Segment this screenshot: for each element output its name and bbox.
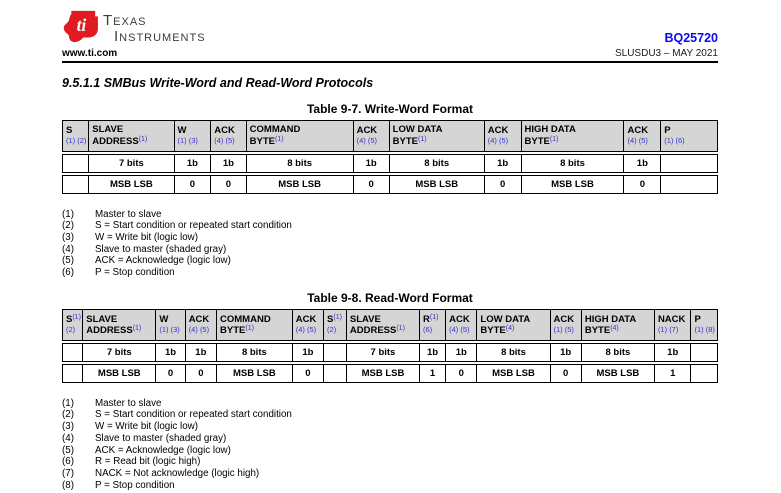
- data-cell: 1b: [155, 343, 184, 362]
- data-cell: 0: [174, 175, 211, 194]
- footnote-ref[interactable]: (1): [396, 324, 405, 332]
- footnote-text: S = Start condition or repeated start condition: [95, 409, 292, 421]
- header-divider: [62, 61, 718, 63]
- footnote-number: (2): [62, 409, 74, 421]
- col-label-text: P: [664, 124, 671, 136]
- data-cell: MSB LSB: [346, 364, 419, 383]
- ti-logo-wordmark: [103, 13, 206, 45]
- col-label-text: ACK: [295, 314, 317, 326]
- header-row: [62, 120, 718, 152]
- col-label-line1: [664, 125, 715, 136]
- footnote-text: P = Stop condition: [95, 267, 175, 279]
- data-cell: [690, 343, 718, 362]
- col-header-s: [323, 309, 346, 341]
- data-cell: [690, 364, 718, 383]
- col-label-line1: [658, 314, 689, 325]
- footnote-text: ACK = Acknowledge (logic low): [95, 255, 231, 267]
- footnote: [62, 209, 718, 221]
- data-cell: MSB LSB: [581, 364, 654, 383]
- footnote-text: R = Read bit (logic high): [95, 456, 201, 468]
- col-label-text: HIGH DATA: [584, 313, 637, 325]
- data-cell: 1b: [210, 154, 245, 173]
- col-label-line1: [525, 124, 622, 135]
- footnote-ref[interactable]: (4): [610, 324, 619, 332]
- data-cell: 0: [445, 364, 476, 383]
- data-cell: MSB LSB: [216, 364, 292, 383]
- table-9-8-title: Table 9-8. Read-Word Format: [307, 290, 473, 305]
- col-label-text: ADDRESS: [92, 135, 139, 147]
- data-cell: [62, 364, 82, 383]
- col-label-text: LOW DATA: [392, 124, 443, 136]
- footnote-number: (4): [62, 243, 74, 255]
- col-label-text: P: [694, 314, 701, 326]
- footnote-refs[interactable]: (1) (2): [66, 136, 87, 146]
- col-label-text: BYTE: [524, 135, 550, 147]
- col-label-text: R: [422, 314, 430, 326]
- col-label-line1: [327, 314, 344, 325]
- data-cell: MSB LSB: [88, 175, 173, 194]
- data-cell: 1: [654, 364, 691, 383]
- col-header-ack: [550, 309, 581, 341]
- data-cell: [62, 175, 88, 194]
- data-cell: 0: [484, 175, 521, 194]
- table-9-8: [62, 307, 718, 385]
- data-cell: [660, 175, 718, 194]
- data-cell: 0: [210, 175, 245, 194]
- col-label-line1: [554, 314, 579, 325]
- data-row: [62, 175, 718, 194]
- data-cell: 7 bits: [82, 343, 155, 362]
- col-label-line1: [92, 124, 171, 135]
- col-label-text: BYTE: [584, 324, 611, 336]
- data-cell: [62, 343, 82, 362]
- data-cell: [660, 154, 718, 173]
- col-label-text: SLAVE: [349, 313, 381, 325]
- col-label-text: NACK: [657, 314, 686, 326]
- col-label-line2: [393, 136, 482, 147]
- col-label-line2: [585, 325, 652, 336]
- col-label-line1: [488, 125, 519, 136]
- footnote-ref[interactable]: (1): [132, 324, 142, 332]
- data-cell: 0: [155, 364, 184, 383]
- data-cell: MSB LSB: [476, 364, 549, 383]
- col-label-line1: [220, 314, 290, 325]
- footnote: [62, 468, 718, 480]
- doc-code: SLUSDU3 – MAY 2021: [614, 47, 718, 59]
- table-9-8-footnotes: [62, 398, 718, 492]
- col-label-line1: [214, 125, 243, 136]
- col-label-line1: [480, 314, 547, 325]
- data-cell: 1b: [654, 343, 691, 362]
- col-label-line1: [66, 314, 80, 325]
- footnote-refs[interactable]: (1) (7): [657, 325, 679, 335]
- footnote-number: (8): [62, 479, 74, 491]
- table-9-7-footnotes: [62, 209, 718, 279]
- data-cell: 0: [623, 175, 660, 194]
- svg-text:ti: ti: [76, 15, 87, 36]
- data-cell: 0: [353, 175, 389, 194]
- ti-logo: [62, 10, 206, 45]
- footnote-ref[interactable]: (1): [418, 135, 427, 143]
- footnote: [62, 267, 718, 279]
- col-label-text: W: [159, 314, 169, 326]
- footnote-refs[interactable]: (4) (5): [295, 325, 317, 335]
- table-9-7-title: Table 9-7. Write-Word Format: [306, 101, 474, 116]
- col-header-command-byte: [246, 120, 353, 152]
- col-header-command-byte: [216, 309, 292, 341]
- col-label-text: ACK: [487, 124, 509, 136]
- col-label-text: ADDRESS: [86, 324, 133, 336]
- col-label-line1: [694, 314, 715, 325]
- col-header-nack: [654, 309, 691, 341]
- col-header-ack: [353, 120, 389, 152]
- col-label-text: BYTE: [392, 135, 418, 147]
- footnote-refs[interactable]: (4) (5): [214, 136, 235, 146]
- footnote-ref[interactable]: (1): [275, 135, 284, 143]
- col-label-text: S: [66, 124, 73, 136]
- ti-logo-icon: [62, 10, 99, 43]
- col-header-s: [62, 120, 88, 152]
- data-cell: MSB LSB: [521, 175, 624, 194]
- col-label-text: HIGH DATA: [524, 124, 576, 136]
- data-cell: [323, 343, 346, 362]
- data-cell: MSB LSB: [389, 175, 484, 194]
- col-label-line1: [66, 125, 86, 136]
- data-cell: 1b: [623, 154, 660, 173]
- footnote-refs[interactable]: (4) (5): [356, 136, 377, 146]
- footnote-text: ACK = Acknowledge (logic low): [95, 444, 231, 456]
- footnote: [62, 421, 718, 433]
- data-row: [62, 154, 718, 173]
- col-label-text: BYTE: [220, 324, 246, 336]
- col-label-text: ACK: [214, 124, 235, 136]
- col-label-text: S: [327, 314, 334, 326]
- col-header-ack: [210, 120, 245, 152]
- footnote-text: Master to slave: [95, 208, 162, 220]
- col-label-text: W: [177, 124, 187, 136]
- col-header-low-data-byte: [476, 309, 549, 341]
- footnote-number: (5): [62, 444, 74, 456]
- data-cell: 8 bits: [476, 343, 549, 362]
- data-cell: 1b: [292, 343, 323, 362]
- col-header-high-data-byte: [521, 120, 624, 152]
- data-cell: 0: [550, 364, 581, 383]
- footnote-refs[interactable]: (4) (5): [627, 136, 648, 146]
- col-header-s: [62, 309, 82, 341]
- col-header-w: [155, 309, 184, 341]
- data-cell: 1b: [353, 154, 389, 173]
- part-number-link[interactable]: BQ25720: [664, 30, 718, 45]
- footnote-refs[interactable]: (2): [327, 325, 337, 335]
- footnote-text: W = Write bit (logic low): [95, 421, 198, 433]
- col-label-line1: [393, 124, 482, 135]
- col-label-text: ACK: [188, 314, 210, 326]
- data-cell: 0: [185, 364, 216, 383]
- footnote: [62, 456, 718, 468]
- footnote-ref[interactable]: (1): [245, 324, 254, 332]
- footnote-ref[interactable]: (1): [429, 314, 439, 322]
- footnote-text: W = Write bit (logic low): [95, 231, 198, 243]
- data-cell: MSB LSB: [82, 364, 155, 383]
- col-label-line1: [159, 314, 182, 325]
- col-label-line1: [449, 314, 474, 325]
- data-cell: MSB LSB: [246, 175, 353, 194]
- col-header-ack: [445, 309, 476, 341]
- footnote-number: (6): [62, 267, 74, 279]
- col-header-ack: [292, 309, 323, 341]
- footnote-number: (3): [62, 231, 74, 243]
- ti-url-link[interactable]: www.ti.com: [62, 47, 118, 59]
- footnote-ref[interactable]: (1): [549, 135, 559, 143]
- col-label-line2: [525, 136, 622, 147]
- col-label-text: COMMAND: [249, 124, 301, 136]
- section-title: 9.5.1.1 SMBus Write-Word and Read-Word Protocols: [62, 75, 374, 90]
- data-cell: [62, 154, 88, 173]
- col-label-text: COMMAND: [220, 313, 271, 325]
- footnote: [62, 445, 718, 457]
- footnote-number: (4): [62, 432, 74, 444]
- footnote-refs[interactable]: (1) (3): [159, 325, 180, 335]
- col-label-line2: [86, 325, 153, 336]
- col-label-text: ACK: [627, 124, 649, 136]
- table-9-7-section: [62, 102, 718, 279]
- footnote-refs[interactable]: (4) (5): [449, 325, 470, 335]
- footnote-refs[interactable]: (1) (5): [553, 325, 574, 335]
- footnote-ref[interactable]: (1): [333, 314, 342, 322]
- col-header-p: [660, 120, 718, 152]
- data-cell: 8 bits: [521, 154, 624, 173]
- col-header-high-data-byte: [581, 309, 654, 341]
- col-label-line1: [627, 125, 658, 136]
- footnote: [62, 480, 718, 492]
- col-label-text: BYTE: [480, 324, 506, 336]
- data-cell: 8 bits: [389, 154, 484, 173]
- footnote-refs[interactable]: (1) (8): [694, 325, 715, 335]
- col-label-line2: [250, 136, 351, 147]
- footnote-text: S = Start condition or repeated start condition: [95, 220, 292, 232]
- footnote-text: NACK = Not acknowledge (logic high): [95, 467, 260, 479]
- footnote-refs[interactable]: (4) (5): [188, 325, 210, 335]
- footnote-refs[interactable]: (4) (5): [487, 136, 509, 146]
- col-header-slave-address: [88, 120, 173, 152]
- col-label-line2: [92, 136, 171, 147]
- data-row: [62, 364, 718, 383]
- data-cell: 1b: [185, 343, 216, 362]
- header-row: [62, 309, 718, 341]
- footnote-ref[interactable]: (4): [505, 324, 515, 332]
- col-label-line2: [220, 325, 290, 336]
- footnote-text: Master to slave: [95, 397, 162, 409]
- footnote-text: Slave to master (shaded gray): [95, 243, 227, 255]
- col-label-line1: [86, 314, 153, 325]
- tables-container: [62, 102, 718, 492]
- footnote: [62, 232, 718, 244]
- col-label-line1: [189, 314, 214, 325]
- footnote-number: (2): [62, 220, 74, 232]
- col-header-ack: [623, 120, 660, 152]
- data-cell: 1b: [550, 343, 581, 362]
- col-label-text: SLAVE: [86, 313, 118, 325]
- footnote-number: (3): [62, 421, 74, 433]
- col-label-line1: [250, 124, 351, 135]
- col-label-text: ACK: [449, 314, 470, 326]
- data-cell: 8 bits: [216, 343, 292, 362]
- col-header-ack: [484, 120, 521, 152]
- col-label-text: BYTE: [249, 135, 275, 147]
- col-header-p: [690, 309, 718, 341]
- data-cell: 7 bits: [88, 154, 173, 173]
- footnote-number: (7): [62, 467, 74, 479]
- col-header-w: [174, 120, 211, 152]
- data-cell: 0: [292, 364, 323, 383]
- page-header: [62, 10, 718, 63]
- col-label-text: SLAVE: [92, 124, 124, 136]
- footnote: [62, 220, 718, 232]
- col-header-r: [419, 309, 445, 341]
- col-header-low-data-byte: [389, 120, 484, 152]
- data-cell: 1b: [419, 343, 445, 362]
- data-cell: 7 bits: [346, 343, 419, 362]
- footnote: [62, 398, 718, 410]
- data-cell: 8 bits: [246, 154, 353, 173]
- logo-word-texas: Texas: [103, 12, 147, 29]
- data-cell: [323, 364, 346, 383]
- col-label-text: LOW DATA: [480, 313, 531, 325]
- col-header-slave-address: [346, 309, 419, 341]
- footnote-text: P = Stop condition: [95, 479, 175, 491]
- footnote-refs[interactable]: (1) (6): [664, 136, 685, 146]
- col-header-ack: [185, 309, 216, 341]
- footnote-ref[interactable]: (1): [72, 314, 81, 322]
- data-cell: 1b: [174, 154, 211, 173]
- col-label-line1: [178, 125, 209, 136]
- footnote-refs[interactable]: (6): [422, 325, 433, 335]
- footnote-ref[interactable]: (1): [138, 135, 148, 143]
- footnote: [62, 433, 718, 445]
- col-label-text: ADDRESS: [349, 324, 397, 336]
- footnote-number: (5): [62, 255, 74, 267]
- table-9-8-section: [62, 291, 718, 492]
- footnote-refs[interactable]: (1) (3): [177, 136, 198, 146]
- data-cell: 1b: [445, 343, 476, 362]
- col-header-slave-address: [82, 309, 155, 341]
- table-9-7: [62, 118, 718, 196]
- col-label-line2: [350, 325, 417, 336]
- footnote-text: Slave to master (shaded gray): [95, 432, 227, 444]
- col-label-text: ACK: [553, 314, 575, 326]
- col-label-line1: [296, 314, 321, 325]
- data-cell: 8 bits: [581, 343, 654, 362]
- col-label-line2: [480, 325, 547, 336]
- footnote: [62, 244, 718, 256]
- footnote-refs[interactable]: (2): [66, 325, 76, 335]
- col-label-line1: [357, 125, 387, 136]
- data-cell: 1b: [484, 154, 521, 173]
- col-label-line1: [423, 314, 443, 325]
- col-label-line1: [585, 314, 652, 325]
- col-label-line1: [350, 314, 417, 325]
- data-row: [62, 343, 718, 362]
- footnote: [62, 255, 718, 267]
- logo-word-instruments: Instruments: [114, 27, 206, 45]
- col-label-text: S: [66, 314, 73, 326]
- data-cell: 1: [419, 364, 445, 383]
- footnote-number: (6): [62, 456, 74, 468]
- col-label-text: ACK: [356, 124, 378, 136]
- footnote-number: (1): [62, 208, 74, 220]
- footnote: [62, 409, 718, 421]
- footnote-number: (1): [62, 397, 74, 409]
